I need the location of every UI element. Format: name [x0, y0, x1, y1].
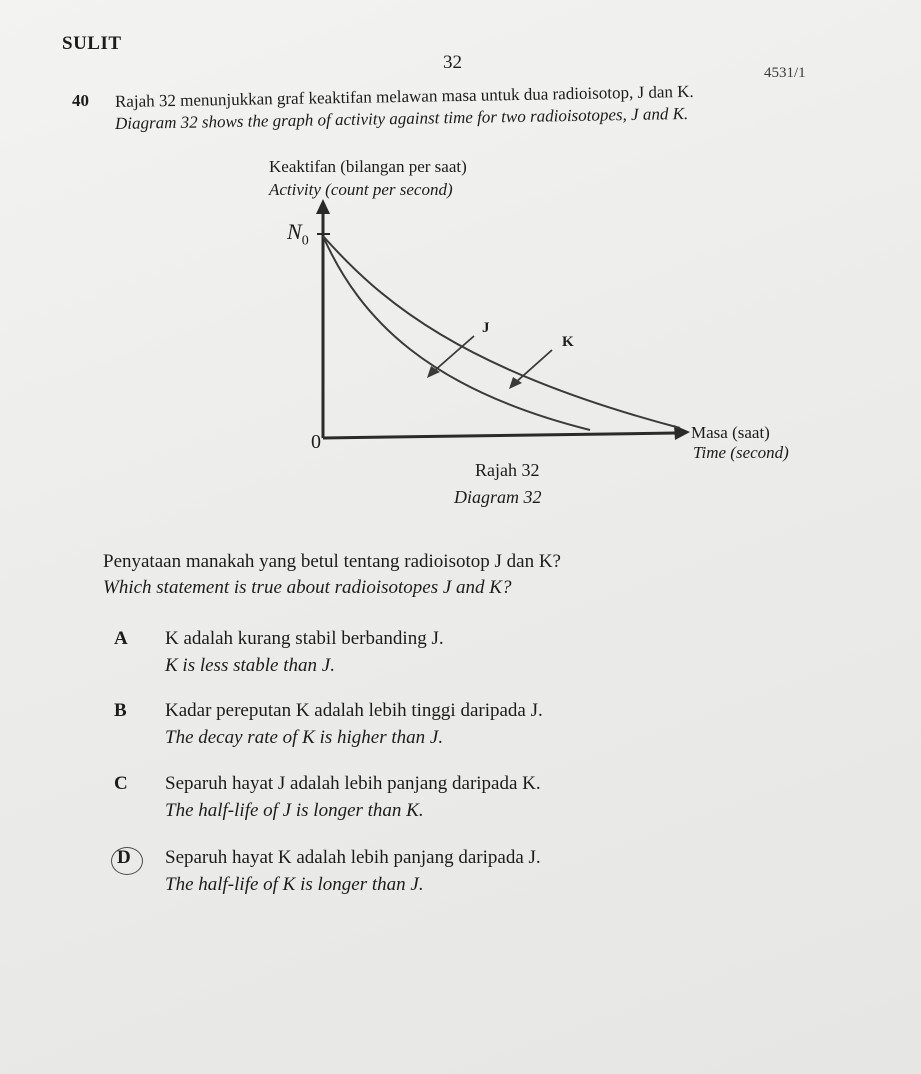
page-number: 32 [443, 52, 462, 73]
question-text-english: Diagram 32 shows the graph of activity against time for two radioisotopes, J and K. [114, 103, 689, 133]
diagram-caption-malay: Rajah 32 [475, 460, 540, 480]
x-axis-label-english: Time (second) [693, 443, 789, 462]
n0-label: $N_0$ [287, 219, 309, 249]
question-number: 40 [72, 91, 89, 110]
option-c-text-english[interactable]: The half-life of J is longer than K. [165, 800, 424, 821]
x-axis-label-malay: Masa (saat) [691, 423, 770, 442]
option-b-text-english[interactable]: The decay rate of K is higher than J. [165, 727, 444, 748]
option-a-text-english[interactable]: K is less stable than J. [165, 655, 335, 676]
option-b-text-malay[interactable]: Kadar pereputan K adalah lebih tinggi daripada J. [165, 700, 543, 721]
curve-k-label: K [562, 334, 574, 350]
option-d-text-malay[interactable]: Separuh hayat K adalah lebih panjang daripada J. [165, 847, 541, 868]
y-axis-arrowhead [316, 199, 330, 214]
question-stem-english: Which statement is true about radioisotopes J and K? [103, 577, 512, 598]
question-stem-malay: Penyataan manakah yang betul tentang radioisotop J dan K? [103, 551, 561, 572]
paper-code: 4531/1 [764, 65, 806, 81]
option-c-text-malay[interactable]: Separuh hayat J adalah lebih panjang daripada K. [165, 773, 541, 794]
pointer-k-line [515, 350, 552, 383]
curve-j [323, 236, 590, 430]
option-d-letter[interactable]: D [117, 847, 131, 868]
y-axis-label-english: Activity (count per second) [269, 180, 453, 199]
diagram-caption-english: Diagram 32 [454, 487, 542, 507]
x-axis [323, 433, 676, 438]
header-sulit: SULIT [62, 33, 122, 54]
curve-k [323, 236, 680, 428]
curve-j-label: J [482, 320, 490, 336]
question-text-malay: Rajah 32 menunjukkan graf keaktifan melawan masa untuk dua radioisotop, J dan K. [114, 81, 694, 111]
option-a-text-malay[interactable]: K adalah kurang stabil berbanding J. [165, 628, 444, 649]
y-axis-label-malay: Keaktifan (bilangan per saat) [269, 157, 467, 176]
option-c-letter[interactable]: C [114, 773, 128, 794]
option-d-text-english[interactable]: The half-life of K is longer than J. [165, 874, 424, 895]
origin-label: 0 [311, 431, 321, 453]
option-b-letter[interactable]: B [114, 700, 127, 721]
option-a-letter[interactable]: A [114, 628, 128, 649]
